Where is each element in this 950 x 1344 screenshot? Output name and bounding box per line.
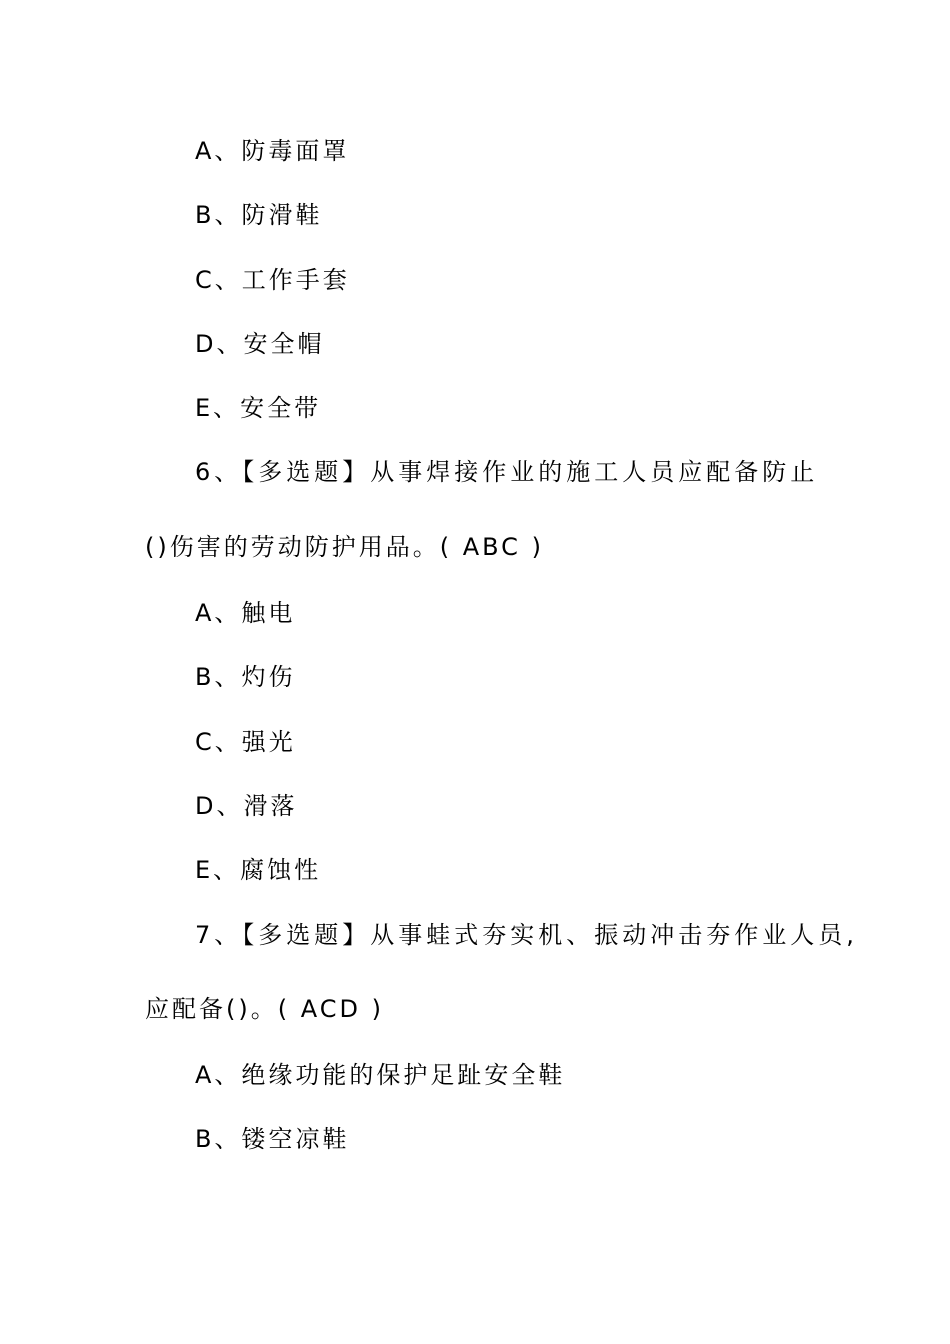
question-6-option-e: E、腐蚀性 <box>195 856 322 884</box>
question-6-text-continued: ()伤害的劳动防护用品。( ABC ) <box>145 533 544 561</box>
question-6-option-d: D、滑落 <box>195 792 298 820</box>
option-e-safety-belt: E、安全带 <box>195 394 322 422</box>
question-6-text: 6、【多选题】从事焊接作业的施工人员应配备防止 <box>195 458 819 486</box>
option-a-gas-mask: A、防毒面罩 <box>195 137 350 165</box>
option-d-safety-helmet: D、安全帽 <box>195 330 325 358</box>
question-7-text: 7、【多选题】从事蛙式夯实机、振动冲击夯作业人员, <box>195 921 858 949</box>
question-6-option-a: A、触电 <box>195 599 296 627</box>
question-7-option-a: A、绝缘功能的保护足趾安全鞋 <box>195 1061 566 1089</box>
question-6-option-b: B、灼伤 <box>195 663 296 691</box>
question-7-option-b: B、镂空凉鞋 <box>195 1125 350 1153</box>
option-c-work-gloves: C、工作手套 <box>195 266 350 294</box>
option-b-anti-slip-shoes: B、防滑鞋 <box>195 201 323 229</box>
question-6-option-c: C、强光 <box>195 728 296 756</box>
question-7-text-continued: 应配备()。( ACD ) <box>145 995 384 1023</box>
